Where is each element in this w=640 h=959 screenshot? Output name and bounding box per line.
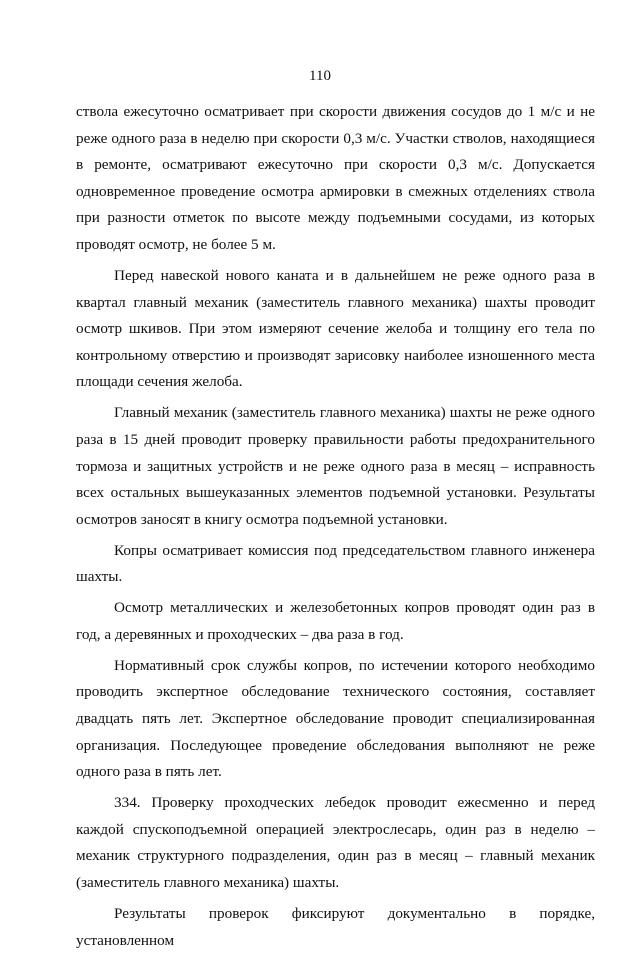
- paragraph-7: 334. Проверку проходческих лебедок проводит ежесменно и перед каждой спускоподъемной операцией электрослесарь, один раз в неделю – механик структурного подразделения, один раз в месяц – главный механик (заместитель главного механика) шахты.: [76, 794, 595, 891]
- paragraph-6: Нормативный срок службы копров, по истечении которого необходимо проводить экспертное обследование технического состояния, составляет двадцать пять лет. Экспертное обследование проводит специализированная организация. Последующее проведение обследования выполняют не реже одного раза в пять лет.: [76, 656, 595, 781]
- paragraph-2: Перед навеской нового каната и в дальнейшем не реже одного раза в квартал главный механик (заместитель главного механика) шахты проводит осмотр шкивов. При этом измеряют сечение желоба и толщину его тела по контрольному отверстию и производят зарисовку наиболее изношенного места площади сечения желоба.: [76, 266, 595, 391]
- paragraph-5: Осмотр металлических и железобетонных копров проводят один раз в год, а деревянных и проходческих – два раза в год.: [76, 599, 595, 643]
- page-number: 110: [309, 68, 331, 84]
- paragraph-4: Копры осматривает комиссия под председательством главного инженера шахты.: [76, 541, 595, 586]
- paragraph-1: ствола ежесуточно осматривает при скорости движения сосудов до 1 м/с и не реже одного раза в неделю при скорости 0,3 м/с. Участки стволов, находящиеся в ремонте, осматривают ежесуточно при скорости 0,3 м/с. Допускается одновременное проведение осмотра армировки в смежных отделениях ствола при разности отметок по высоте между подъемными сосудами, из которых проводят осмотр, не более 5 м.: [76, 103, 595, 253]
- paragraph-8: Результаты проверок фиксируют документально в порядке, установленном: [76, 904, 595, 949]
- document-body: [76, 99, 595, 959]
- paragraph-3: Главный механик (заместитель главного механика) шахты не реже одного раза в 15 дней проводит проверку правильности работы предохранительного тормоза и защитных устройств и не реже одного раза в месяц – исправность всех остальных вышеуказанных элементов подъемной установки. Результаты осмотров заносят в книгу осмотра подъемной установки.: [76, 404, 595, 528]
